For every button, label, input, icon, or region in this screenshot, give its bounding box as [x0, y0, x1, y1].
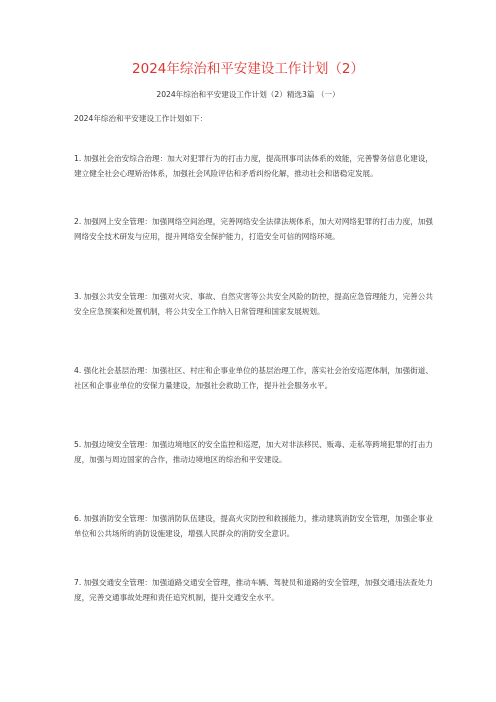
- plan-item-5: 5. 加强边境安全管理：加强边境地区的安全监控和巡逻，加大对非法移民、贩毒、走私等跨境犯罪的打击力度，加强与周边国家的合作，推动边境地区的综治和平安建设。: [74, 440, 433, 464]
- plan-item-7: 7. 加强交通安全管理：加强道路交通安全管理，推动车辆、驾驶员和道路的安全管理，加强交通违法查处力度，完善交通事故处理和责任追究机制，提升交通安全水平。: [74, 578, 433, 602]
- document-subtitle: 2024年综治和平安建设工作计划（2）精选3篇 （一）: [156, 90, 340, 99]
- plan-item-3: 3. 加强公共安全管理：加强对火灾、事故、自然灾害等公共安全风险的防控，提高应急管理能力，完善公共安全应急预案和处置机制，将公共安全工作纳入日常管理和国家发展规划。: [74, 292, 433, 316]
- plan-item-4: 4. 强化社会基层治理：加强社区、村庄和企事业单位的基层治理工作，落实社会治安巡逻体制，加强街道、社区和企事业单位的安保力量建设，加强社会救助工作，提升社会服务水平。: [74, 366, 433, 390]
- intro-text: 2024年综治和平安建设工作计划如下：: [74, 114, 208, 123]
- document-title: 2024年综治和平安建设工作计划（2）: [132, 61, 364, 77]
- plan-item-2: 2. 加强网上安全管理：加强网络空间治理，完善网络安全法律法规体系，加大对网络犯罪的打击力度，加强网络安全技术研发与应用，提升网络安全保护能力，打造安全可信的网络环境。: [74, 217, 433, 241]
- plan-item-6: 6. 加强消防安全管理：加强消防队伍建设，提高火灾防控和救援能力，推动建筑消防安全管理，加强企事业单位和公共场所的消防设施建设，增强人民群众的消防安全意识。: [74, 514, 433, 538]
- plan-item-1: 1. 加强社会治安综合治理：加大对犯罪行为的打击力度，提高刑事司法体系的效能，完善警务信息化建设，建立健全社会心理矫治体系，加强社会风险评估和矛盾纠纷化解，推动社会和谐稳定发展。: [74, 154, 433, 178]
